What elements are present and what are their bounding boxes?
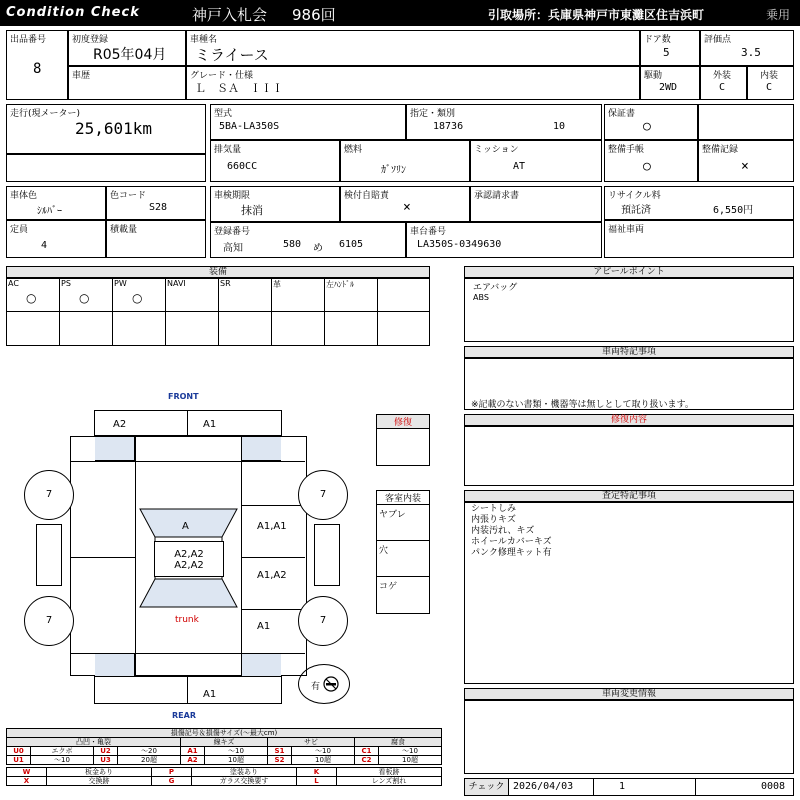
int-value: C: [766, 82, 773, 93]
left-mirror-box: [36, 524, 62, 586]
car-name-box: [186, 30, 640, 66]
appeal-line-abs: ABS: [473, 293, 489, 302]
reg-prefecture: 高知: [223, 243, 243, 254]
legend-mark-row: [7, 777, 442, 786]
warranty-value: ○: [643, 119, 651, 134]
reg-class: 580: [283, 239, 302, 250]
legend-header-rust: サビ: [268, 738, 355, 747]
grade-box: [186, 66, 640, 100]
legend-header-corrosion: 腐食: [355, 738, 442, 747]
maint-rec-label: 整備記録: [702, 145, 739, 155]
header-bar: [0, 0, 800, 26]
legend-row: [7, 747, 442, 756]
equip-label: 左ﾊﾝﾄﾞﾙ: [326, 280, 354, 289]
lot-box: [6, 30, 68, 100]
legend-title: 損傷記号＆損傷サイズ(～最大cm): [6, 728, 442, 737]
front-label: FRONT: [168, 392, 199, 401]
capacity-value: 4: [41, 240, 48, 251]
equip-mark: ○: [26, 291, 37, 305]
warranty-box: [604, 104, 698, 140]
legend-desc: エクボ: [31, 747, 94, 756]
legend-desc: ～10: [31, 756, 94, 765]
doors-box: [640, 30, 700, 66]
right-mirror-box: [314, 524, 340, 586]
type-label: 指定・類別: [410, 109, 456, 119]
legend-mark-code: K: [297, 768, 337, 777]
score-label: 評価点: [704, 35, 732, 45]
appeal-box: [464, 278, 794, 342]
legend-mark-desc: 交換跡: [47, 777, 152, 786]
no-smoking-icon: [323, 676, 339, 692]
legend-row: [7, 756, 442, 765]
equip-label: SR: [220, 279, 231, 288]
equip-blank-cell: [324, 312, 377, 346]
mileage-value: 25,601km: [75, 119, 153, 138]
equip-label: AC: [8, 279, 19, 288]
legend-mark-code: W: [7, 768, 47, 777]
chassis-label: 車台番号: [410, 227, 447, 237]
legend-mark-code: G: [152, 777, 192, 786]
equip-cell-5: [271, 278, 324, 312]
inspection-value: 抹消: [241, 204, 263, 217]
legend-desc: ～10: [205, 747, 268, 756]
color-value: ｼﾙﾊﾞｰ: [37, 206, 62, 217]
mark-front-right: A1: [203, 419, 217, 430]
equip-blank-cell: [59, 312, 112, 346]
smoke-yes-label: 有: [311, 682, 321, 692]
equip-blank-cell: [6, 312, 59, 346]
legend-code: S2: [268, 756, 292, 765]
repair-content-title: 修復内容: [464, 414, 794, 426]
equip-mark: ○: [79, 291, 90, 305]
legend-desc: 10超: [292, 756, 355, 765]
type-number: 18736: [433, 121, 464, 132]
claim-box: [470, 186, 602, 222]
mark-roof-center: A2,A2 A2,A2: [154, 541, 224, 577]
special-note: ※記載のない書類・機器等は無しとして取り扱います。: [471, 400, 694, 410]
equip-mark: ○: [132, 291, 143, 305]
auction-round: 986回: [292, 6, 336, 24]
insurance-box: [340, 186, 470, 222]
legend-marks-table: [6, 767, 442, 786]
pickup-location: 引取場所：兵庫県神戸市東灘区住吉浜町: [488, 8, 705, 22]
appeal-line-airbag: エアバッグ: [473, 283, 518, 293]
fuel-value: ｶﾞｿﾘﾝ: [381, 165, 406, 176]
legend-mark-desc: ガラス交換要す: [192, 777, 297, 786]
recycle-label: リサイクル料: [608, 191, 661, 201]
equip-cell-1: [59, 278, 112, 312]
insurance-value: ×: [403, 200, 411, 215]
reg-kana: め: [313, 243, 323, 254]
note-trim-scratch: 内張りキズ: [471, 515, 516, 525]
chassis-value: LA350S-0349630: [417, 239, 502, 250]
reg-number: 6105: [339, 239, 364, 250]
equipment-grid: [6, 278, 430, 346]
drive-label: 駆動: [644, 71, 663, 81]
int-label: 内装: [760, 71, 779, 81]
equip-label: 革: [273, 280, 281, 289]
equip-cell-6: [324, 278, 377, 312]
class-number: 10: [553, 121, 566, 132]
car-name-value: ミライース: [195, 46, 269, 64]
legend-mark-desc: 塗装あり: [192, 768, 297, 777]
warranty-label: 保証書: [608, 109, 636, 119]
repair-box: [376, 414, 430, 466]
legend-desc: 10超: [205, 756, 268, 765]
capacity-label: 定員: [10, 225, 29, 235]
change-info-box: [464, 700, 794, 774]
rear-label: REAR: [172, 711, 196, 720]
fuel-box: [340, 140, 470, 182]
wheel-front-left: 7: [24, 470, 74, 520]
legend-mark-code: X: [7, 777, 47, 786]
note-seat-stain: シートしみ: [471, 504, 517, 514]
legend-code: U0: [7, 747, 31, 756]
auction-name: 神戸入札会: [192, 6, 268, 24]
equip-blank-extra: [377, 312, 430, 346]
maint-value: ○: [643, 159, 651, 174]
type-box: [406, 104, 602, 140]
warranty-extra-box: [698, 104, 794, 140]
legend-code: C2: [355, 756, 379, 765]
mark-rear-bottom: A1: [203, 689, 217, 700]
first-reg-box: [68, 30, 186, 66]
note-repair-kit: パンク修理キット有: [471, 548, 552, 558]
legend-code: C1: [355, 747, 379, 756]
brand-title: Condition Check: [6, 5, 140, 20]
change-info-title: 車両変更情報: [464, 688, 794, 700]
mark-rear-right: A1: [257, 621, 271, 632]
equip-label: NAVI: [167, 279, 186, 288]
car-body: [70, 436, 307, 676]
color-label: 車体色: [10, 191, 38, 201]
car-name-label: 車種名: [190, 35, 218, 45]
check-date: 2026/04/03: [513, 781, 574, 792]
note-wheel-cover: ホイールカバーキズ: [471, 537, 552, 547]
equip-cell-2: [112, 278, 165, 312]
legend-desc: 10超: [379, 756, 442, 765]
mark-roof-right1: A1,A1: [257, 521, 287, 532]
legend-code: A2: [181, 756, 205, 765]
mark-roof-right2: A1,A2: [257, 570, 287, 581]
check-id: 0008: [761, 781, 786, 792]
reg-label: 登録番号: [214, 227, 251, 237]
capacity-box: [6, 220, 106, 258]
inspection-box: [210, 186, 340, 222]
transmission-value: AT: [513, 161, 526, 172]
trunk-label: trunk: [175, 615, 199, 625]
wheel-front-right: 7: [298, 470, 348, 520]
displacement-box: [210, 140, 340, 182]
vehicle-category: 乗用: [766, 8, 791, 22]
fuel-label: 燃料: [344, 145, 363, 155]
note-interior-dirt: 内装汚れ、キズ: [471, 526, 535, 536]
legend-code: A1: [181, 747, 205, 756]
equip-blank-cell: [112, 312, 165, 346]
model-box: [210, 104, 406, 140]
recycle-status: 預託済: [621, 205, 651, 216]
equip-blank-cell: [165, 312, 218, 346]
inspection-notes-title: 査定特記事項: [464, 490, 794, 502]
legend-desc: 20超: [118, 756, 181, 765]
repair-label: 修復: [377, 415, 429, 429]
model-label: 型式: [214, 109, 233, 119]
lot-label: 出品番号: [10, 35, 47, 45]
color-code-box: [106, 186, 206, 220]
equip-label: PW: [114, 279, 127, 288]
welfare-label: 福祉車両: [608, 225, 645, 235]
doors-value: 5: [663, 46, 670, 59]
special-title: 車両特記事項: [464, 346, 794, 358]
score-box: [700, 30, 794, 66]
maint-rec-value: ×: [741, 159, 749, 174]
color-code-label: 色コード: [110, 191, 147, 201]
legend-desc: ～20: [118, 747, 181, 756]
maint-label: 整備手帳: [608, 145, 645, 155]
recycle-fee: 6,550円: [713, 205, 754, 216]
smoking-indicator: [298, 664, 350, 704]
transmission-label: ミッション: [474, 145, 519, 155]
displacement-label: 排気量: [214, 145, 242, 155]
grade-label: グレード・仕様: [190, 71, 254, 81]
equip-cell-4: [218, 278, 271, 312]
legend-header-dent: 凸凹・亀裂: [7, 738, 181, 747]
legend-mark-desc: 看板跡: [337, 768, 442, 777]
displacement-value: 660CC: [227, 161, 258, 172]
mileage-extra-box: [6, 154, 206, 182]
legend-mark-desc: 板金あり: [47, 768, 152, 777]
legend-desc: ～10: [379, 747, 442, 756]
chassis-box: [406, 222, 602, 258]
legend-mark-desc: レンズ割れ: [337, 777, 442, 786]
load-box: [106, 220, 206, 258]
mark-roof-front: A: [182, 521, 189, 532]
legend-code: U3: [94, 756, 118, 765]
model-value: 5BA-LA350S: [219, 121, 280, 132]
equip-cell-0: [6, 278, 59, 312]
load-label: 積載量: [110, 225, 138, 235]
first-reg-value: R05年04月: [93, 47, 167, 63]
color-box: [6, 186, 106, 220]
drive-value: 2WD: [659, 82, 678, 93]
legend-mark-row: [7, 768, 442, 777]
check-label: チェック: [465, 779, 509, 795]
interior-label: 客室内装: [377, 491, 429, 505]
color-code-value: S28: [149, 202, 168, 213]
legend-code: S1: [268, 747, 292, 756]
first-reg-label: 初度登録: [72, 35, 109, 45]
wheel-rear-left: 7: [24, 596, 74, 646]
special-box: [464, 358, 794, 410]
maint-box: [604, 140, 698, 182]
welfare-box: [604, 220, 794, 258]
mark-front-left: A2: [113, 419, 127, 430]
legend-table: [6, 737, 442, 765]
reg-box: [210, 222, 406, 258]
grade-value: Ｌ ＳＡ ＩＩＩ: [195, 82, 283, 95]
lot-number: 8: [33, 61, 42, 77]
recycle-box: [604, 186, 794, 220]
ext-value: C: [719, 82, 726, 93]
equip-label: PS: [61, 279, 71, 288]
legend-mark-code: L: [297, 777, 337, 786]
inspection-label: 車検期限: [214, 191, 251, 201]
score-value: 3.5: [741, 46, 761, 59]
doors-label: ドア数: [644, 35, 671, 45]
equip-cell-3: [165, 278, 218, 312]
history-label: 車歴: [72, 71, 91, 81]
legend-desc: ～10: [292, 747, 355, 756]
interior-tear: ヤブレ: [377, 505, 429, 541]
legend-header-scratch: 線キズ: [181, 738, 268, 747]
int-box: [747, 66, 794, 100]
equip-blank-cell: [271, 312, 324, 346]
claim-label: 承認請求書: [474, 191, 520, 201]
wheel-rear-right: 7: [298, 596, 348, 646]
maint-rec-box: [698, 140, 794, 182]
drive-box: [640, 66, 700, 100]
rear-bumper: [94, 676, 282, 704]
mileage-box: [6, 104, 206, 154]
check-number: 1: [619, 781, 626, 792]
interior-box: [376, 490, 430, 614]
damage-legend: [6, 728, 442, 786]
transmission-box: [470, 140, 602, 182]
ext-label: 外装: [713, 71, 732, 81]
appeal-title: アピールポイント: [464, 266, 794, 278]
history-box: [68, 66, 186, 100]
mileage-label: 走行(現メーター): [10, 109, 81, 119]
equip-blank-cell: [218, 312, 271, 346]
check-footer: [464, 778, 794, 796]
inspection-notes-box: [464, 502, 794, 684]
legend-mark-code: P: [152, 768, 192, 777]
insurance-label: 検付自賠責: [344, 191, 390, 201]
repair-content-box: [464, 426, 794, 486]
front-bumper: [94, 410, 282, 436]
equip-cell-extra: [377, 278, 430, 312]
legend-code: U1: [7, 756, 31, 765]
interior-hole: 穴: [377, 541, 429, 577]
equipment-title: 装備: [6, 266, 430, 278]
interior-burn: コゲ: [379, 582, 398, 592]
legend-code: U2: [94, 747, 118, 756]
ext-box: [700, 66, 747, 100]
